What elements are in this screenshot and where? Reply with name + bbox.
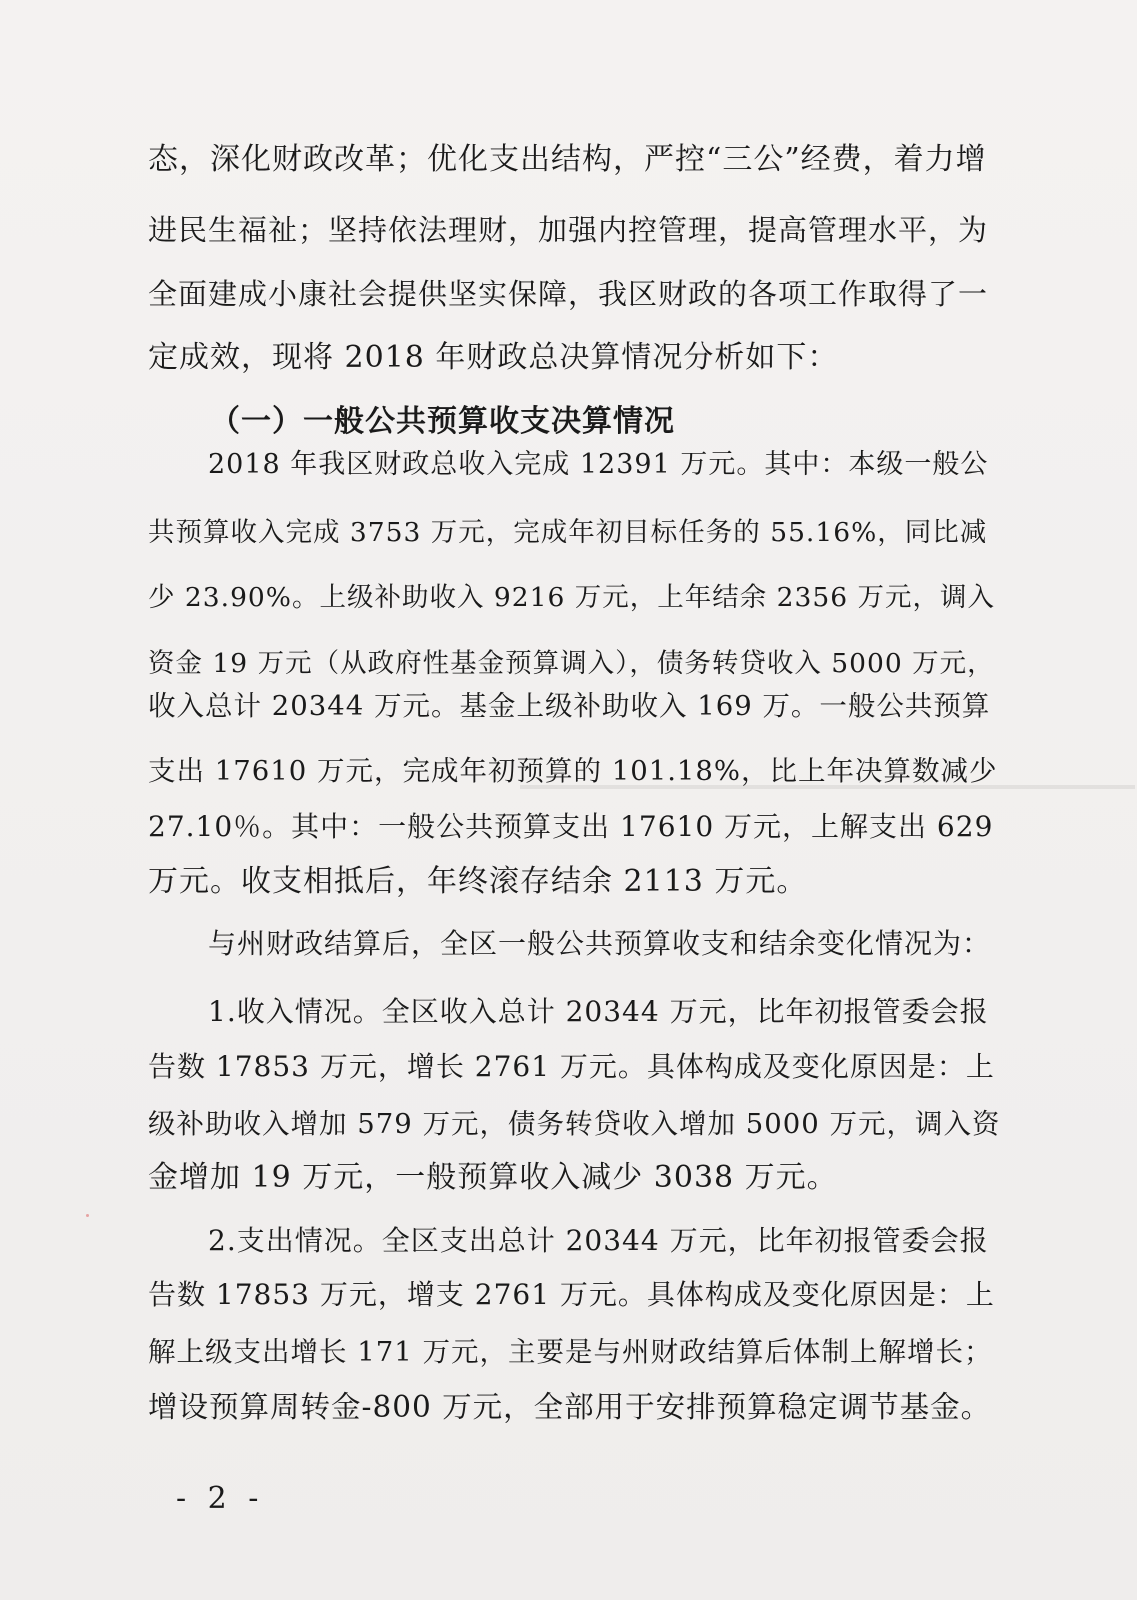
text-line: 告数 17853 万元，增支 2761 万元。具体构成及变化原因是：上: [148, 1278, 995, 1311]
text-line: 27.10％。其中：一般公共预算支出 17610 万元，上解支出 629: [148, 810, 994, 843]
paragraph-first-line: 与州财政结算后，全区一般公共预算收支和结余变化情况为：: [208, 927, 992, 960]
text-line: 收入总计 20344 万元。基金上级补助收入 169 万。一般公共预算: [148, 690, 991, 722]
paragraph-first-line: 2.支出情况。全区支出总计 20344 万元，比年初报管委会报: [208, 1224, 989, 1257]
paragraph-first-line: 1.收入情况。全区收入总计 20344 万元，比年初报管委会报: [208, 995, 989, 1028]
section-heading: （一）一般公共预算收支决算情况: [210, 404, 675, 439]
page-number: - 2 -: [176, 1481, 265, 1516]
text-line: 告数 17853 万元，增长 2761 万元。具体构成及变化原因是：上: [148, 1050, 995, 1083]
text-line: 共预算收入完成 3753 万元，完成年初目标任务的 55.16%，同比减: [148, 517, 988, 548]
text-line: 万元。收支相抵后，年终滚存结余 2113 万元。: [148, 864, 808, 899]
text-line: 支出 17610 万元，完成年初预算的 101.18%，比上年决算数减少: [148, 755, 998, 787]
text-line: 金增加 19 万元，一般预算收入减少 3038 万元。: [148, 1160, 838, 1195]
text-line: 少 23.90%。上级补助收入 9216 万元，上年结余 2356 万元，调入: [148, 582, 996, 613]
paragraph-first-line: 2018 年我区财政总收入完成 12391 万元。其中：本级一般公: [208, 449, 989, 480]
text-line: 解上级支出增长 171 万元，主要是与州财政结算后体制上解增长；: [148, 1336, 993, 1368]
text-line: 级补助收入增加 579 万元，债务转贷收入增加 5000 万元，调入资: [148, 1108, 1001, 1140]
text-line: 资金 19 万元（从政府性基金预算调入），债务转贷收入 5000 万元，: [148, 648, 995, 679]
text-line: 定成效，现将 2018 年财政总决算情况分析如下：: [148, 340, 839, 375]
text-line: 进民生福祉；坚持依法理财，加强内控管理，提高管理水平，为: [148, 213, 989, 247]
scan-speck: [86, 1214, 89, 1217]
text-line: 全面建成小康社会提供坚实保障，我区财政的各项工作取得了一: [148, 277, 989, 311]
text-line: 态，深化财政改革；优化支出结构，严控“三公”经费，着力增: [148, 142, 987, 177]
text-line: 增设预算周转金-800 万元，全部用于安排预算稳定调节基金。: [148, 1390, 992, 1424]
